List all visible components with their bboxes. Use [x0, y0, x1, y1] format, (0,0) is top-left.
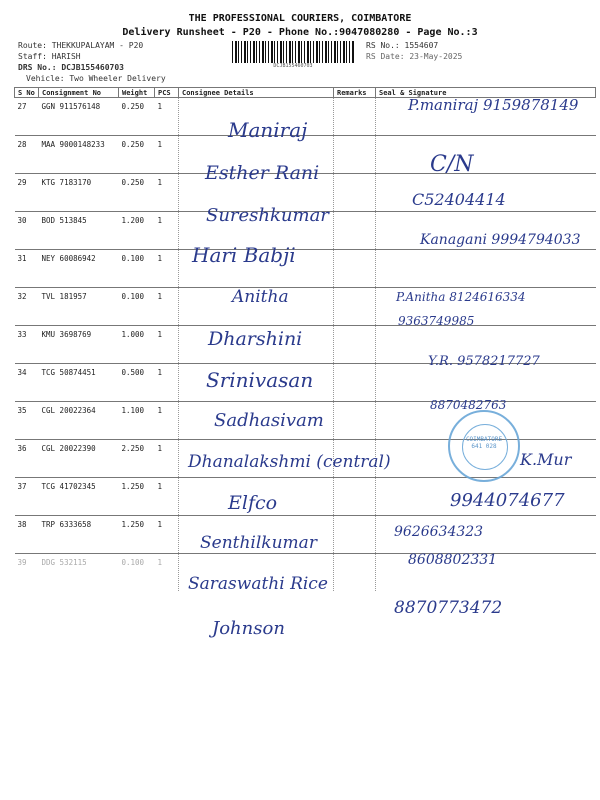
row-sno: 28: [15, 136, 39, 174]
consignee-handwritten: Hari Babji: [192, 243, 296, 267]
row-pcs: 1: [155, 364, 179, 402]
consignee-handwritten: Saraswathi Rice: [188, 574, 328, 594]
signature-handwritten: C/N: [430, 152, 474, 177]
row-pcs: 1: [155, 554, 179, 592]
row-sno: 30: [15, 212, 39, 250]
row-weight: 0.500: [119, 364, 155, 402]
row-sno: 39: [15, 554, 39, 592]
row-weight: 1.000: [119, 326, 155, 364]
row-weight: 0.100: [119, 288, 155, 326]
consignee-handwritten: Esther Rani: [205, 162, 320, 184]
row-remarks-cell: [334, 250, 376, 288]
consignee-handwritten: Sadhasivam: [214, 410, 324, 431]
row-weight: 1.250: [119, 516, 155, 554]
runsheet-subtitle: Delivery Runsheet - P20 - Phone No.:9047080280 - Page No.:3: [122, 27, 478, 38]
row-remarks-cell: [334, 554, 376, 592]
row-remarks-cell: [334, 364, 376, 402]
row-sno: 27: [15, 98, 39, 136]
row-remarks-cell: [334, 174, 376, 212]
consignee-handwritten: Dhanalakshmi (central): [188, 452, 391, 472]
row-weight: 0.250: [119, 98, 155, 136]
row-consignment-no: KTG 7183170: [39, 174, 119, 212]
row-weight: 2.250: [119, 440, 155, 478]
signature-handwritten: K.Mur: [520, 450, 572, 469]
row-remarks-cell: [334, 516, 376, 554]
row-pcs: 1: [155, 98, 179, 136]
consignee-handwritten: Dharshini: [208, 328, 303, 350]
consignee-handwritten: Elfco: [228, 492, 278, 514]
row-pcs: 1: [155, 326, 179, 364]
row-pcs: 1: [155, 174, 179, 212]
row-pcs: 1: [155, 250, 179, 288]
stamp-line2: 641 028: [471, 443, 497, 450]
row-consignment-no: DDG 532115: [39, 554, 119, 592]
staff-label: Staff: HARISH: [18, 52, 81, 61]
signature-handwritten: C52404414: [412, 190, 506, 209]
stamp-ring: [462, 424, 508, 470]
row-remarks-cell: [334, 136, 376, 174]
col-consignee: Consignee Details: [179, 88, 334, 98]
consignee-handwritten: Senthilkumar: [200, 533, 317, 553]
row-weight: 0.100: [119, 250, 155, 288]
consignee-handwritten: Srinivasan: [206, 368, 314, 392]
row-pcs: 1: [155, 136, 179, 174]
row-weight: 0.250: [119, 174, 155, 212]
vehicle-label: Vehicle: Two Wheeler Delivery: [26, 74, 166, 83]
row-weight: 1.200: [119, 212, 155, 250]
row-remarks-cell: [334, 212, 376, 250]
row-consignment-no: NEY 60086942: [39, 250, 119, 288]
signature-handwritten: P.Anitha 8124616334: [396, 290, 526, 304]
row-signature-cell: [376, 250, 596, 288]
row-pcs: 1: [155, 440, 179, 478]
signature-handwritten: 8870482763: [430, 398, 507, 412]
row-remarks-cell: [334, 478, 376, 516]
row-pcs: 1: [155, 288, 179, 326]
row-sno: 32: [15, 288, 39, 326]
col-remarks: Remarks: [334, 88, 376, 98]
barcode-text: DCJB155460703: [273, 63, 313, 69]
row-consignment-no: TRP 6333658: [39, 516, 119, 554]
row-weight: 0.100: [119, 554, 155, 592]
rs-number: RS No.: 1554607: [366, 41, 439, 50]
signature-handwritten: P.maniraj 9159878149: [408, 96, 579, 114]
signature-handwritten: 9944074677: [450, 490, 565, 511]
row-signature-cell: [376, 136, 596, 174]
signature-handwritten: 8870773472: [394, 598, 503, 618]
row-consignment-no: CGL 20022364: [39, 402, 119, 440]
consignee-handwritten: Maniraj: [228, 118, 308, 142]
row-remarks-cell: [334, 326, 376, 364]
col-sno: S No: [15, 88, 39, 98]
rs-date: RS Date: 23-May-2025: [366, 52, 463, 61]
row-sno: 37: [15, 478, 39, 516]
row-sno: 35: [15, 402, 39, 440]
row-sno: 34: [15, 364, 39, 402]
row-pcs: 1: [155, 516, 179, 554]
route-label: Route: THEKKUPALAYAM - P20: [18, 41, 144, 50]
row-sno: 29: [15, 174, 39, 212]
signature-handwritten: 9626634323: [394, 524, 484, 540]
col-consignment: Consignment No: [39, 88, 119, 98]
row-consignment-no: BOD 513845: [39, 212, 119, 250]
company-title: THE PROFESSIONAL COURIERS, COIMBATORE: [188, 13, 412, 24]
row-remarks-cell: [334, 288, 376, 326]
row-sno: 38: [15, 516, 39, 554]
consignee-handwritten: Johnson: [212, 618, 285, 639]
row-consignment-no: MAA 9000148233: [39, 136, 119, 174]
row-weight: 1.250: [119, 478, 155, 516]
row-consignment-no: TVL 181957: [39, 288, 119, 326]
row-sno: 33: [15, 326, 39, 364]
row-pcs: 1: [155, 402, 179, 440]
row-consignment-no: GGN 911576148: [39, 98, 119, 136]
row-signature-cell: [376, 364, 596, 402]
col-pcs: PCS: [155, 88, 179, 98]
row-sno: 31: [15, 250, 39, 288]
row-weight: 0.250: [119, 136, 155, 174]
signature-handwritten: Kanagani 9994794033: [420, 232, 581, 248]
signature-handwritten: 8608802331: [408, 552, 498, 568]
row-sno: 36: [15, 440, 39, 478]
row-consignment-no: CGL 20022390: [39, 440, 119, 478]
row-consignment-no: TCG 50874451: [39, 364, 119, 402]
row-consignment-no: KMU 3698769: [39, 326, 119, 364]
row-consignment-no: TCG 41702345: [39, 478, 119, 516]
drs-number: DRS No.: DCJB155460703: [18, 63, 124, 72]
row-remarks-cell: [334, 402, 376, 440]
row-weight: 1.100: [119, 402, 155, 440]
consignee-handwritten: Sureshkumar: [206, 205, 329, 226]
signature-handwritten: Y.R. 9578217727: [428, 354, 540, 369]
courier-stamp: [448, 410, 520, 482]
consignee-handwritten: Anitha: [232, 287, 289, 307]
stamp-line1: COIMBATORE: [465, 436, 503, 443]
table-row: [15, 250, 596, 288]
row-remarks-cell: [334, 98, 376, 136]
col-signature: Seal & Signature: [376, 88, 596, 98]
row-pcs: 1: [155, 478, 179, 516]
row-pcs: 1: [155, 212, 179, 250]
barcode: [232, 41, 354, 63]
col-weight: Weight: [119, 88, 155, 98]
signature-handwritten: 9363749985: [398, 314, 475, 328]
